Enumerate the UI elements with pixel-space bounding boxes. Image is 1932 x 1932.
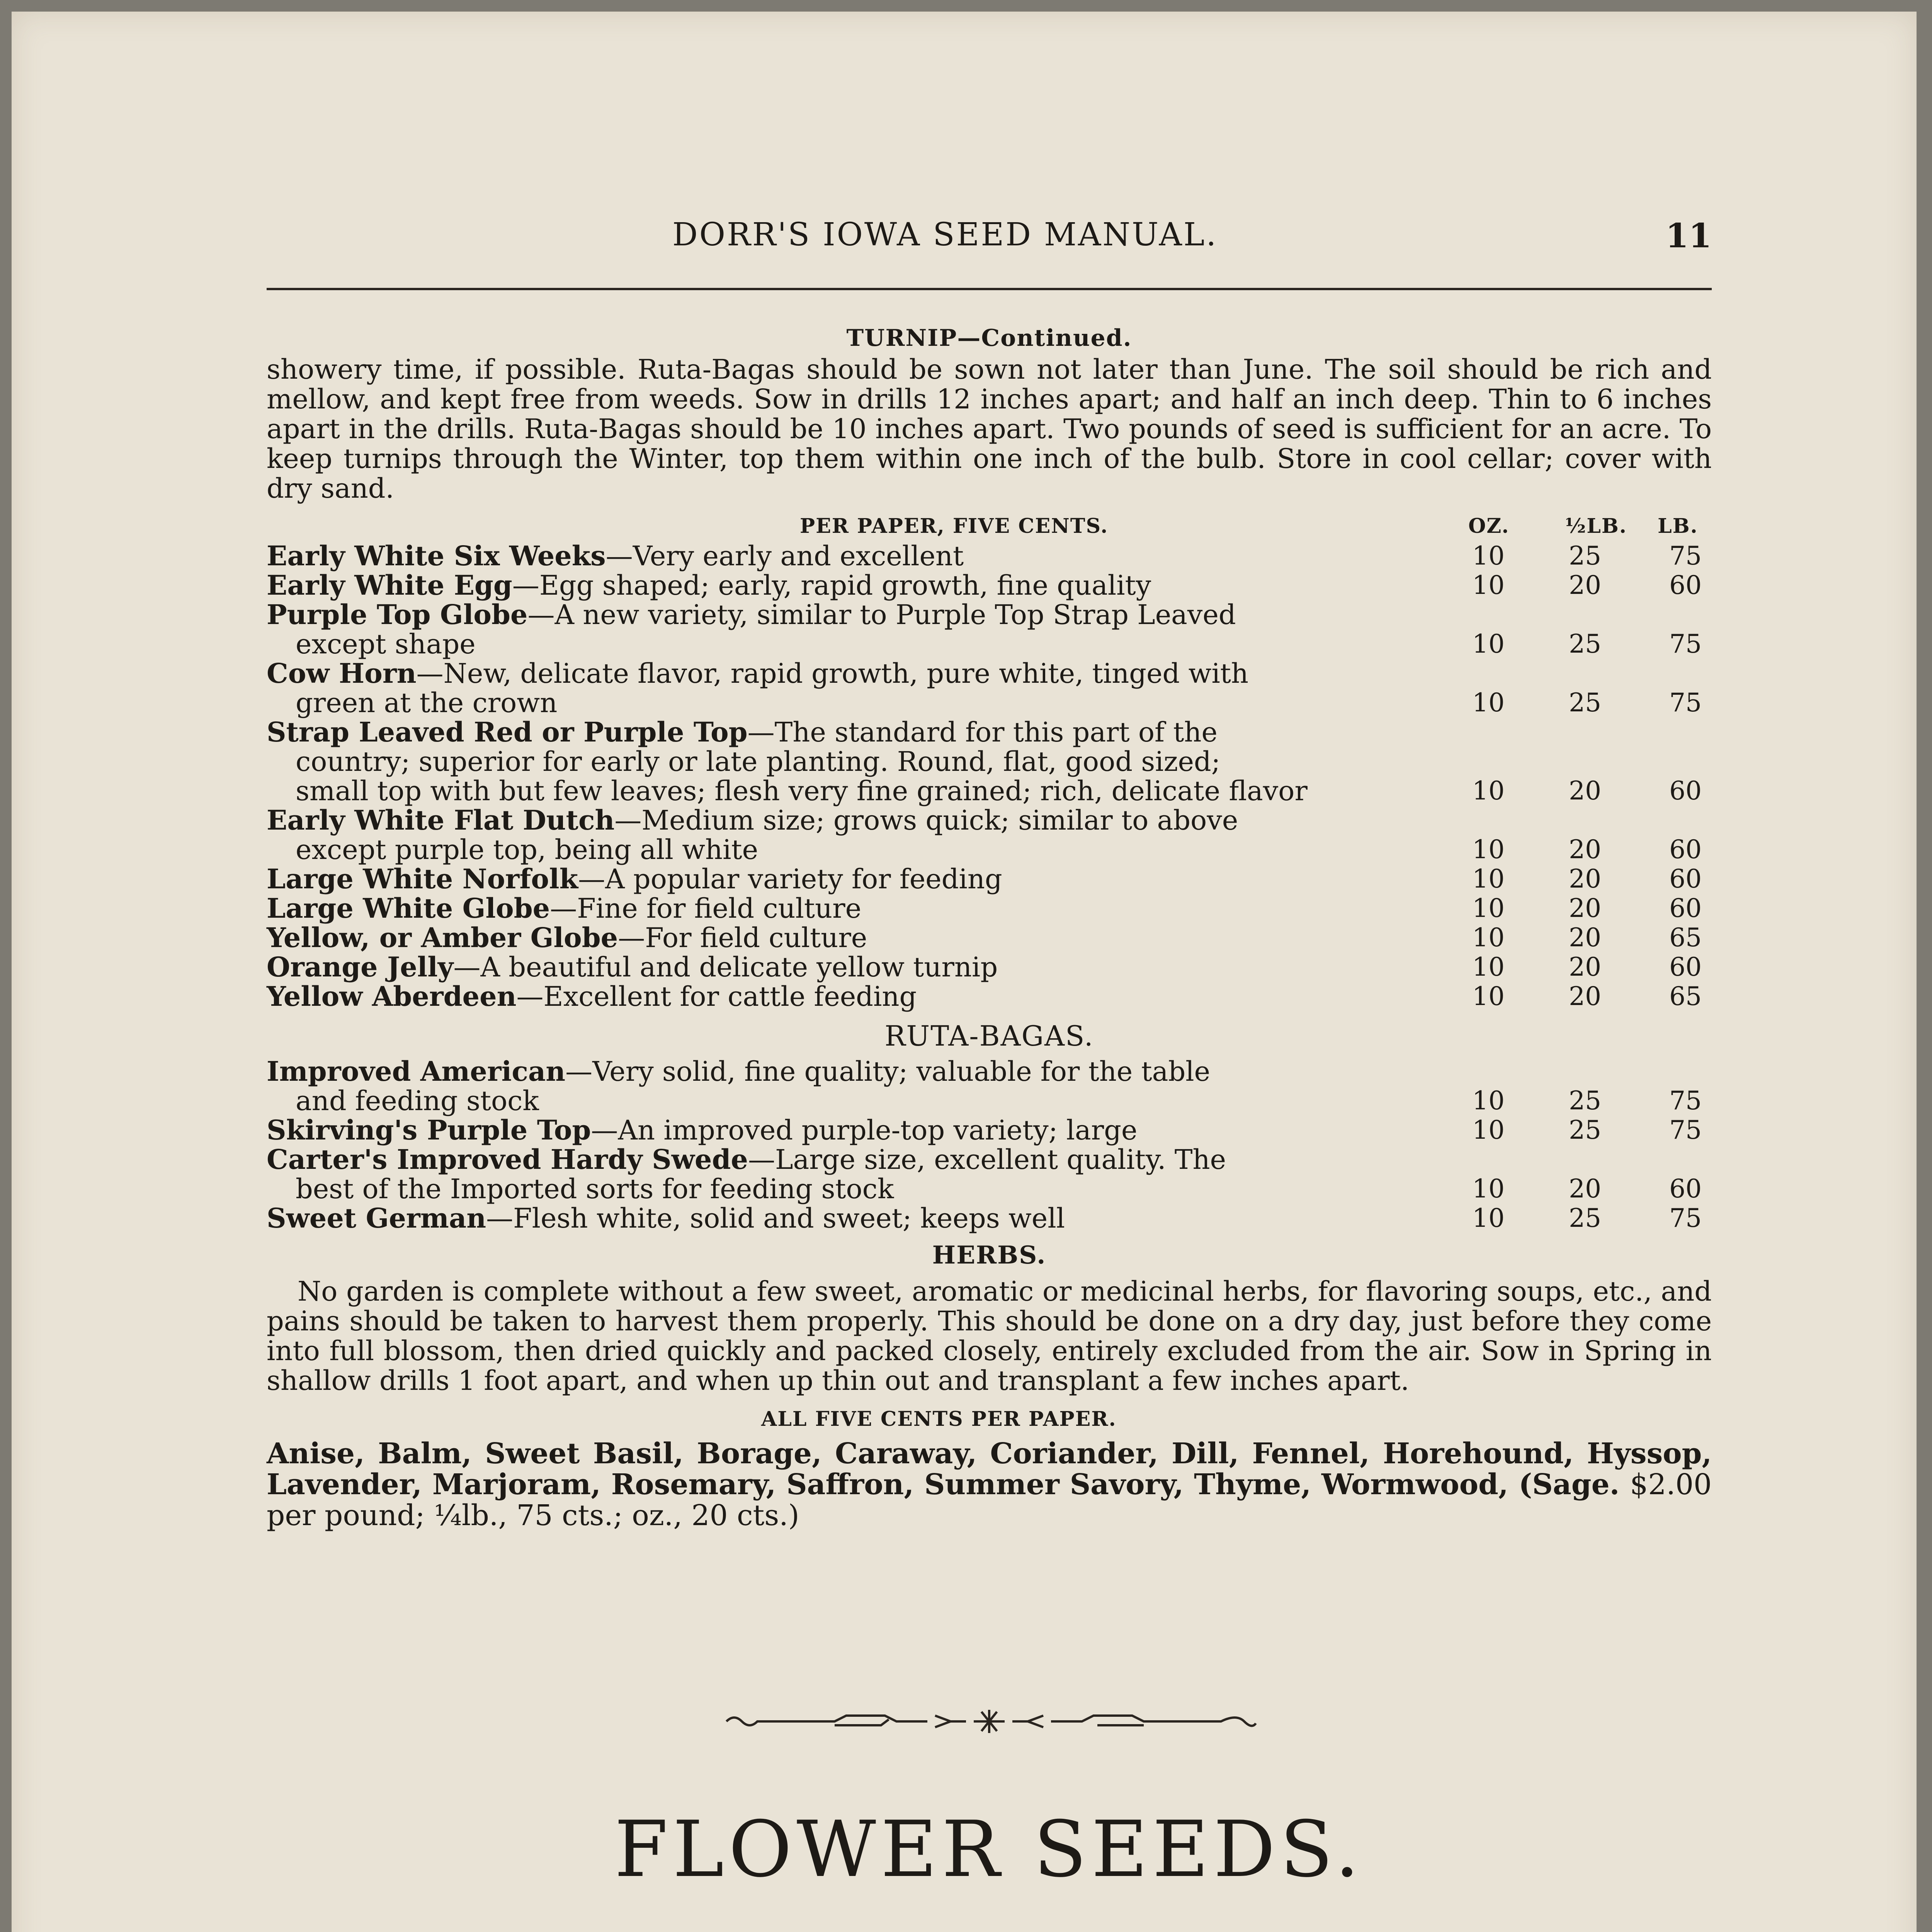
item-text: —A beautiful and delicate yellow turnip <box>453 951 998 983</box>
item-description <box>267 952 1418 982</box>
price-oz: 10 <box>1472 864 1505 894</box>
item-text: —An improved purple-top variety; large <box>591 1114 1138 1146</box>
flower-seeds-section <box>267 1804 1712 1932</box>
price-qlb: 20 <box>1569 864 1601 894</box>
item-text: —Very solid, fine quality; valuable for the table <box>565 1056 1210 1087</box>
ruta-bagas-item <box>267 1204 1712 1233</box>
item-first-line <box>267 659 1418 688</box>
price-oz: 10 <box>1472 952 1505 982</box>
turnip-item <box>267 718 1712 806</box>
price-qlb: 20 <box>1569 570 1601 600</box>
item-text: —New, delicate flavor, rapid growth, pure white, tinged with <box>416 658 1248 689</box>
ornament-icon <box>719 1704 1260 1739</box>
item-description <box>267 923 1418 952</box>
turnip-item <box>267 571 1712 600</box>
item-name: Early White Flat Dutch <box>267 804 615 836</box>
herbs-price-label: ALL FIVE CENTS PER PAPER. <box>761 1407 1117 1431</box>
item-description <box>267 600 1418 659</box>
item-name: Carter's Improved Hardy Swede <box>267 1143 748 1175</box>
item-text: —A popular variety for feeding <box>578 863 1002 895</box>
item-description <box>267 864 1418 894</box>
price-label: PER PAPER, FIVE CENTS. <box>800 514 1109 538</box>
item-name: Yellow, or Amber Globe <box>267 922 618 954</box>
price-lb: 60 <box>1669 893 1702 923</box>
herbs-intro: No garden is complete without a few sweet, aromatic or medicinal herbs, for flavoring soups, etc., and pains should be taken to harvest them properly. This should be done on a dry day, just before they come into full blossom, then dried quickly and packed closely, entirely excluded from the air. Sow in Spring in shallow drills 1 foot apart, and when up thin out and transplant a few inches apart. <box>267 1276 1712 1396</box>
item-continuation: green at the crown <box>296 687 558 719</box>
herbs-price-label-row <box>267 1407 1712 1434</box>
item-first-line <box>267 600 1418 629</box>
item-name: Orange Jelly <box>267 951 454 983</box>
catalog-page <box>12 12 1917 1932</box>
price-lb: 60 <box>1669 952 1702 982</box>
item-first-line <box>267 923 1418 952</box>
price-oz: 10 <box>1472 1174 1505 1204</box>
price-lb: 65 <box>1669 981 1702 1011</box>
price-lb: 75 <box>1669 1203 1702 1233</box>
price-lb: 75 <box>1669 629 1702 659</box>
price-qlb: 25 <box>1569 541 1601 571</box>
ruta-bagas-item <box>267 1116 1712 1145</box>
turnip-item <box>267 982 1712 1011</box>
item-name: Large White Norfolk <box>267 863 578 895</box>
turnip-item <box>267 541 1712 571</box>
turnip-item <box>267 806 1712 864</box>
price-oz: 10 <box>1472 1086 1505 1116</box>
price-qlb: 25 <box>1569 1115 1601 1145</box>
running-header <box>267 216 1712 255</box>
item-description <box>267 718 1418 806</box>
turnip-item <box>267 659 1712 718</box>
item-continuation: best of the Imported sorts for feeding stock <box>296 1173 894 1205</box>
price-lb: 60 <box>1669 776 1702 806</box>
item-first-line <box>267 718 1418 747</box>
turnip-section <box>267 325 1712 1531</box>
price-lb: 75 <box>1669 688 1702 718</box>
price-oz: 10 <box>1472 541 1505 571</box>
item-first-line <box>267 1204 1418 1233</box>
item-continuation: small top with but few leaves; flesh very fine grained; rich, delicate flavor <box>296 775 1308 807</box>
item-text: —Medium size; grows quick; similar to above <box>614 804 1238 836</box>
item-text: —Very early and excellent <box>605 540 964 572</box>
item-continuation: and feeding stock <box>296 1085 539 1117</box>
price-oz: 10 <box>1472 923 1505 952</box>
item-continuation: country; superior for early or late planting. Round, flat, good sized; <box>296 746 1221 777</box>
turnip-item <box>267 600 1712 659</box>
col-oz: OZ. <box>1468 514 1510 538</box>
item-text: —Fine for field culture <box>550 893 862 924</box>
herbs-names: Anise, Balm, Sweet Basil, Borage, Caraway, Coriander, Dill, Fennel, Horehound, Hyssop, Lavender, Marjoram, Rosemary, Saffron, Summer Savory, Thyme, Wormwood, (Sage. <box>267 1437 1712 1501</box>
price-oz: 10 <box>1472 629 1505 659</box>
turnip-intro: showery time, if possible. Ruta-Bagas should be sown not later than June. The soil should be rich and mellow, and kept free from weeds. Sow in drills 12 inches apart; and half an inch deep. Thin to 6 inches apart in the drills. Ruta-Bagas should be 10 inches apart. Two pounds of seed is sufficient for an acre. To keep turnips through the Winter, top them within one inch of the bulb. Store in cool cellar; cover with dry sand. <box>267 354 1712 504</box>
turnip-heading: TURNIP—Continued. <box>846 325 1132 352</box>
price-qlb: 20 <box>1569 981 1601 1011</box>
turnip-item <box>267 952 1712 982</box>
price-oz: 10 <box>1472 1115 1505 1145</box>
price-lb: 60 <box>1669 1174 1702 1204</box>
item-description <box>267 1057 1418 1116</box>
ruta-bagas-price-list <box>267 1057 1712 1233</box>
item-description <box>267 659 1418 718</box>
price-oz: 10 <box>1472 1203 1505 1233</box>
price-lb: 75 <box>1669 1086 1702 1116</box>
item-name: Strap Leaved Red or Purple Top <box>267 716 748 748</box>
item-description <box>267 806 1418 864</box>
item-first-line <box>267 982 1418 1011</box>
header-rule <box>267 288 1712 290</box>
price-qlb: 25 <box>1569 1203 1601 1233</box>
ornament-divider <box>267 1704 1712 1740</box>
item-text: —Excellent for cattle feeding <box>516 981 917 1012</box>
item-text: —A new variety, similar to Purple Top Strap Leaved <box>527 599 1236 631</box>
price-lb: 75 <box>1669 541 1702 571</box>
col-lb: LB. <box>1658 514 1698 538</box>
price-lb: 60 <box>1669 835 1702 864</box>
price-oz: 10 <box>1472 893 1505 923</box>
item-text: —Egg shaped; early, rapid growth, fine quality <box>512 570 1151 601</box>
price-oz: 10 <box>1472 981 1505 1011</box>
turnip-item <box>267 894 1712 923</box>
col-quarter-lb: ½LB. <box>1565 514 1627 538</box>
item-name: Early White Six Weeks <box>267 540 606 572</box>
item-description <box>267 982 1418 1011</box>
item-first-line <box>267 1145 1418 1174</box>
item-name: Large White Globe <box>267 892 550 924</box>
ruta-bagas-item <box>267 1057 1712 1116</box>
item-name: Purple Top Globe <box>267 599 528 631</box>
item-description <box>267 894 1418 923</box>
item-first-line <box>267 864 1418 894</box>
item-continuation: except shape <box>296 628 476 660</box>
item-continuation: except purple top, being all white <box>296 834 759 866</box>
item-description <box>267 1145 1418 1204</box>
price-oz: 10 <box>1472 570 1505 600</box>
herbs-heading: HERBS. <box>932 1241 1046 1270</box>
item-first-line <box>267 541 1418 571</box>
price-qlb: 20 <box>1569 923 1601 952</box>
turnip-price-list <box>267 541 1712 1011</box>
price-qlb: 20 <box>1569 1174 1601 1204</box>
item-first-line <box>267 1057 1418 1086</box>
item-name: Early White Egg <box>267 569 512 601</box>
running-title: DORR'S IOWA SEED MANUAL. <box>672 216 1218 253</box>
item-first-line <box>267 894 1418 923</box>
item-first-line <box>267 952 1418 982</box>
turnip-price-header <box>267 514 1712 541</box>
page-number: 11 <box>1665 216 1712 255</box>
price-lb: 60 <box>1669 864 1702 894</box>
item-text: —For field culture <box>618 922 867 954</box>
flower-seeds-title: FLOWER SEEDS. <box>614 1804 1364 1895</box>
item-name: Sweet German <box>267 1202 486 1234</box>
item-name: Yellow Aberdeen <box>267 980 517 1012</box>
price-oz: 10 <box>1472 776 1505 806</box>
price-qlb: 25 <box>1569 629 1601 659</box>
price-qlb: 25 <box>1569 1086 1601 1116</box>
item-description <box>267 541 1418 571</box>
item-description <box>267 571 1418 600</box>
price-lb: 65 <box>1669 923 1702 952</box>
item-text: —Large size, excellent quality. The <box>748 1144 1226 1175</box>
ruta-bagas-heading: RUTA-BAGAS. <box>884 1020 1094 1052</box>
price-lb: 60 <box>1669 570 1702 600</box>
item-name: Skirving's Purple Top <box>267 1114 591 1146</box>
ruta-bagas-item <box>267 1145 1712 1204</box>
herbs-list <box>267 1438 1712 1531</box>
item-text: —Flesh white, solid and sweet; keeps well <box>486 1202 1065 1234</box>
price-oz: 10 <box>1472 688 1505 718</box>
price-lb: 75 <box>1669 1115 1702 1145</box>
turnip-item <box>267 864 1712 894</box>
price-qlb: 20 <box>1569 835 1601 864</box>
item-text: —The standard for this part of the <box>747 716 1218 748</box>
price-qlb: 20 <box>1569 776 1601 806</box>
item-description <box>267 1116 1418 1145</box>
price-oz: 10 <box>1472 835 1505 864</box>
sage-price: $2.00 per pound; ¼lb., 75 cts.; oz., 20 cts.) <box>267 1468 1712 1532</box>
price-qlb: 25 <box>1569 688 1601 718</box>
item-first-line <box>267 571 1418 600</box>
item-description <box>267 1204 1418 1233</box>
price-qlb: 20 <box>1569 893 1601 923</box>
item-first-line <box>267 806 1418 835</box>
item-first-line <box>267 1116 1418 1145</box>
item-name: Cow Horn <box>267 657 417 689</box>
item-name: Improved American <box>267 1055 566 1087</box>
price-qlb: 20 <box>1569 952 1601 982</box>
turnip-item <box>267 923 1712 952</box>
